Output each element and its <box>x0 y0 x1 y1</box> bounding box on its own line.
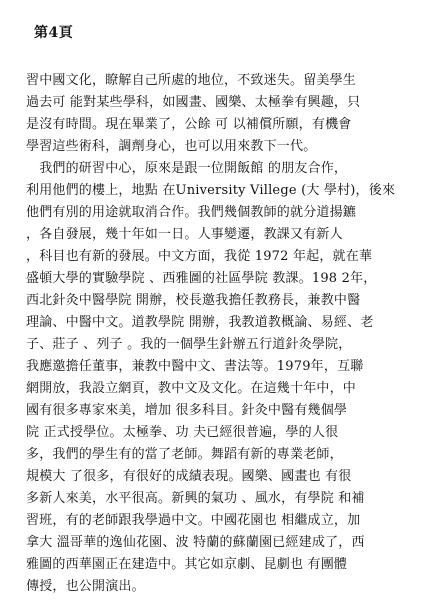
page-number-label: 第4頁 <box>34 25 74 41</box>
text-line: 多新人來美，水平很高。新興的氣功 、風水，有學院 和補 <box>26 491 365 506</box>
text-line: 規模大 了很多，有很好的成績表現。國樂、國畫也 有很 <box>26 469 352 484</box>
text-line: 子、莊子 、列子 。我的一個學生針辦五行道針灸學院， <box>26 337 352 352</box>
text-line: 我應邀擔任董事，兼教中醫中文、書法等。1979年，互聯 <box>26 359 364 374</box>
text-line: 是沒有時間。現在畢業了，公餘 可 以補償所願，有機會 <box>26 117 352 132</box>
text-line: 拿大 溫哥華的逸仙花園、波 特蘭的蘇蘭園已經建成了，西 <box>26 535 365 550</box>
text-line: 多，我們的學生有的當了老師。舞蹈有新的專業老師， <box>26 447 343 462</box>
text-line: 他們有別的用途就取消合作。我們幾個教師的就分道揚鑣 <box>26 205 357 220</box>
text-line: 國有很多專家來美，增加 很多科目。針灸中醫有幾個學 <box>26 403 348 418</box>
text-line: 我們的研習中心，原來是跟一位開飯館 的朋友合作， <box>26 161 348 176</box>
body-text <box>26 70 406 598</box>
text-line: 傳授，也公開演出。 <box>26 579 145 594</box>
text-line: 雅圖的西華園正在建造中。其它如京劇、昆劇也 有團體 <box>26 557 348 572</box>
text-line: 網開放，我設立網頁，教中文及文化。在這幾十年中，中 <box>26 381 357 396</box>
text-line: 利用他們的樓上，地點 在University Villege (大 學村)，後來 <box>26 183 396 198</box>
text-line: 盛頓大學的實驗學院 、西雅圖的社區學院 教課。198 2年， <box>26 271 377 286</box>
text-line: 院 正式授學位。太極拳、功 夫已經很普遍，學的人很 <box>26 425 339 440</box>
text-line: 過去可 能對某些學科，如國畫、國樂、太極拳有興趣，只 <box>26 95 361 110</box>
text-line: ，各自發展，幾十年如一日。人事變遷，教課又有新人 <box>26 227 343 242</box>
text-line: 西北針灸中醫學院 開辦，校長邀我擔任教務長，兼教中醫 <box>26 293 361 308</box>
text-line: 學習這些術科，調劑身心，也可以用來教下一代。 <box>26 139 317 154</box>
text-line: 理論、中醫中文。道教學院 開辦，我教道教概論、易經、老 <box>26 315 374 330</box>
text-line: 習班，有的老師跟我學過中文。中國花園也 相繼成立，加 <box>26 513 361 528</box>
text-line: 習中國文化，瞭解自己所處的地位，不致迷失。留美學生 <box>26 73 357 88</box>
text-line: ，科目也有新的發展。中文方面，我從 1972 年起，就在華 <box>26 249 373 264</box>
